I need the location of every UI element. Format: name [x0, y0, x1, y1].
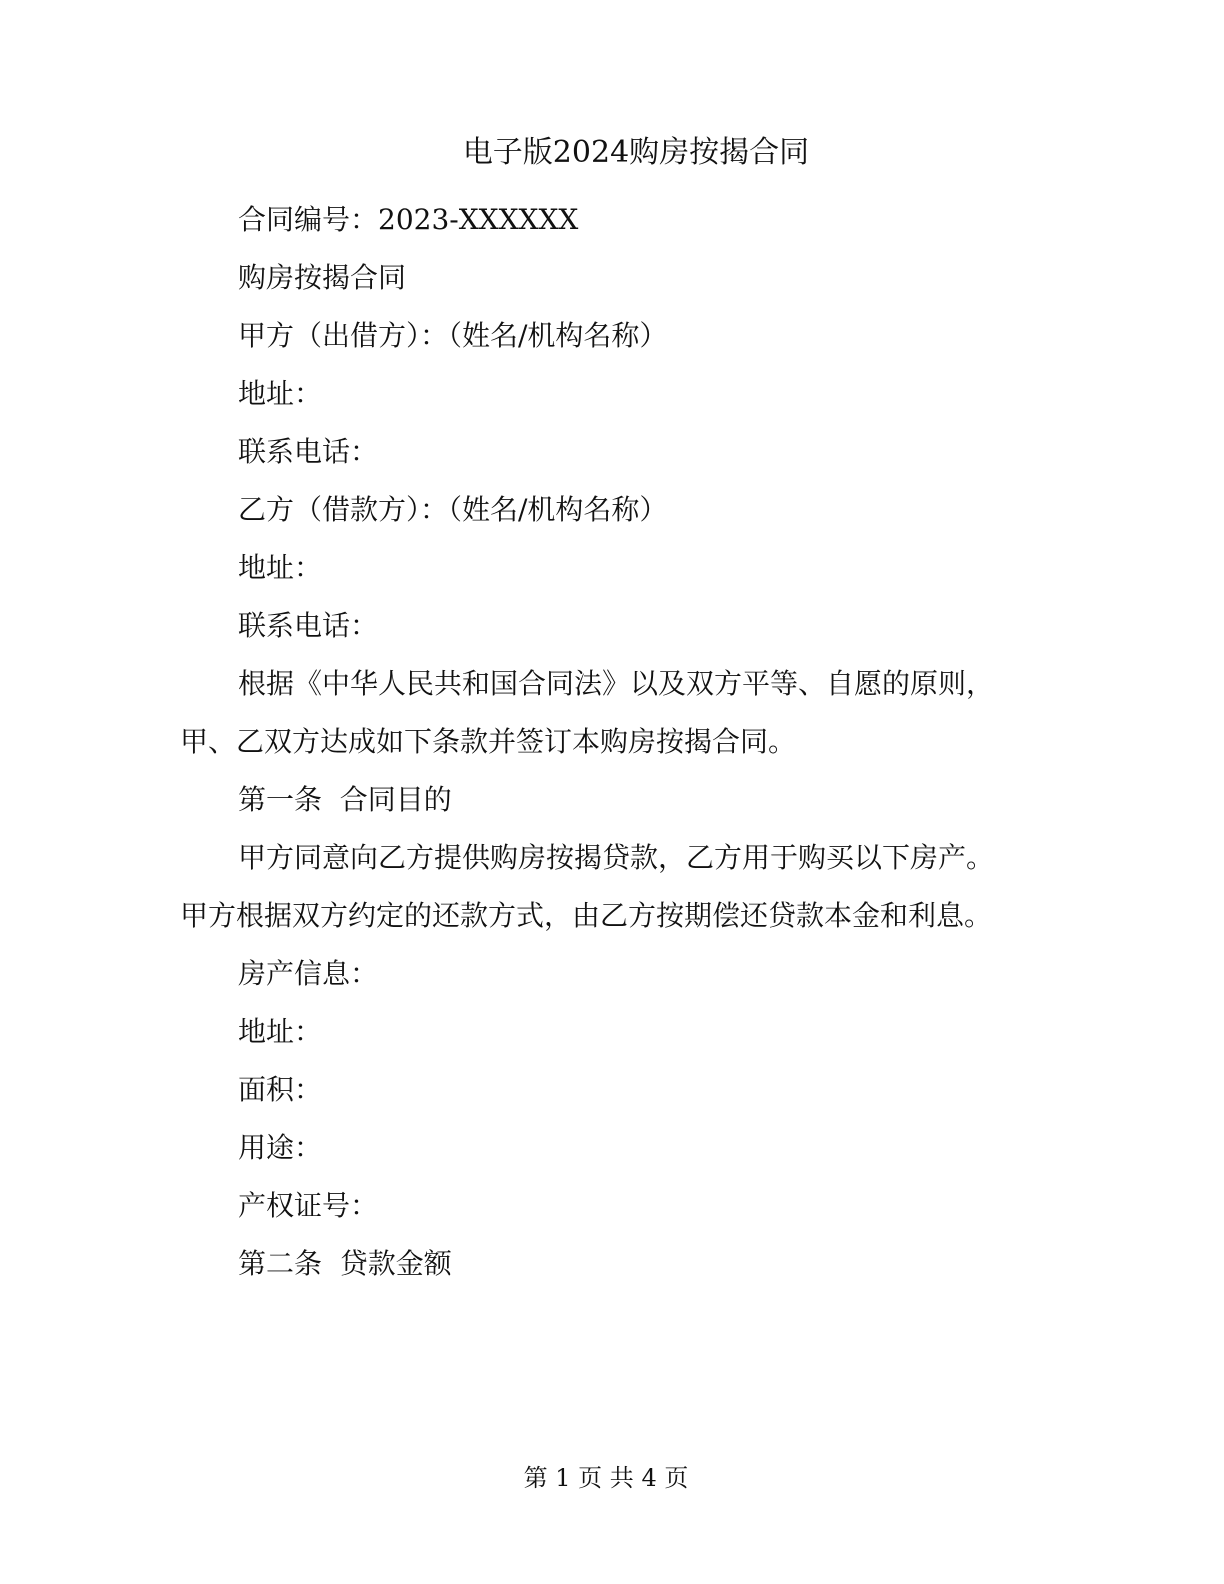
article-2-heading: 第二条 贷款金额 — [238, 1247, 452, 1280]
party-a-name: 甲方（出借方）：（姓名/机构名称） — [238, 319, 668, 352]
party-a-address: 地址： — [238, 377, 323, 410]
party-b-phone: 联系电话： — [238, 609, 379, 642]
article-1-heading: 第一条 合同目的 — [238, 783, 452, 816]
article-1-text: 甲方同意向乙方提供购房按揭贷款，乙方用于购买以下房产。甲方根据双方约定的还款方式，由乙方按期偿还贷款本金和利息。 — [180, 841, 995, 932]
property-info-label: 房产信息： — [238, 957, 379, 990]
property-address: 地址： — [238, 1015, 323, 1048]
document-title: 电子版2024购房按揭合同 — [462, 135, 810, 170]
document-body — [180, 191, 1020, 1293]
property-usage: 用途： — [238, 1131, 323, 1164]
contract-number: 合同编号：2023-XXXXXX — [238, 203, 579, 236]
contract-heading: 购房按揭合同 — [238, 261, 407, 294]
party-b-name: 乙方（借款方）：（姓名/机构名称） — [238, 493, 668, 526]
party-a-phone: 联系电话： — [238, 435, 379, 468]
page-footer: 第 1 页 共 4 页 — [523, 1464, 689, 1492]
preamble-paragraph: 根据《中华人民共和国合同法》以及双方平等、自愿的原则，甲、乙双方达成如下条款并签订本购房按揭合同。 — [180, 667, 995, 758]
property-certificate-number: 产权证号： — [238, 1189, 379, 1222]
property-area: 面积： — [238, 1073, 323, 1106]
party-b-address: 地址： — [238, 551, 323, 584]
